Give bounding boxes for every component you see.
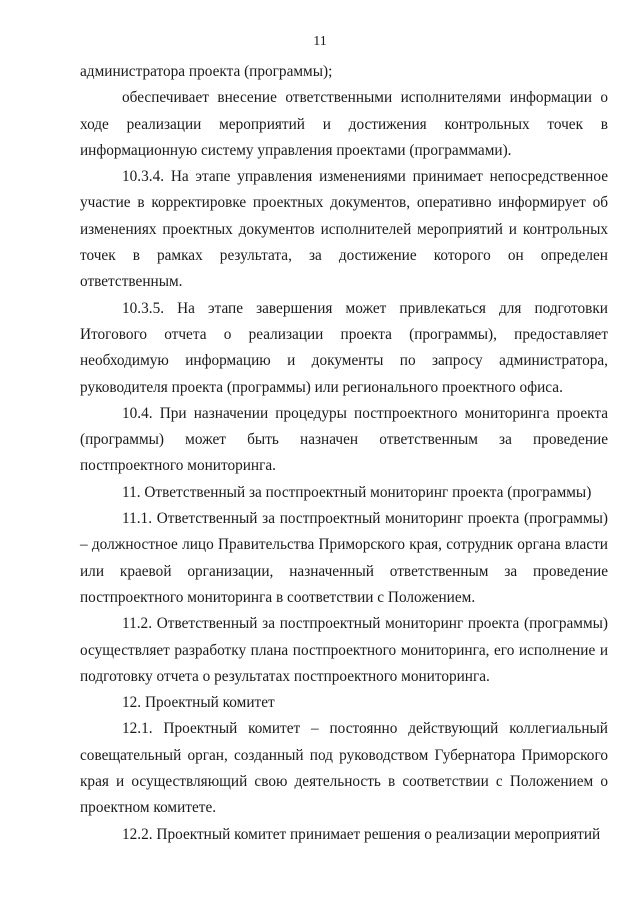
- paragraph-info-input: обеспечивает внесение ответственными исполнителями информации о ходе реализации мероприятий и достижения контрольных точек в информационную систему управления проектами (программами).: [80, 89, 608, 159]
- document-body: [80, 59, 608, 848]
- section-heading-11: 11. Ответственный за постпроектный мониторинг проекта (программы): [122, 483, 592, 501]
- paragraph-12-2: 12.2. Проектный комитет принимает решения о реализации мероприятий: [122, 825, 601, 843]
- paragraph-10-3-5: 10.3.5. На этапе завершения может привлекаться для подготовки Итогового отчета о реализации проекта (программы), предоставляет необходимую информацию и документы по запросу администратора, руководителя проекта (программы) или регионального проектного офиса.: [80, 299, 608, 396]
- section-heading-12: 12. Проектный комитет: [122, 694, 275, 712]
- paragraph-11-1: 11.1. Ответственный за постпроектный мониторинг проекта (программы) – должностное лицо Правительства Приморского края, сотрудник органа власти или краевой организации, назначенный ответственным за проведение постпроектного мониторинга в соответствии с Положением.: [80, 510, 608, 606]
- paragraph-10-4: 10.4. При назначении процедуры постпроектного мониторинга проекта (программы) может быть назначен ответственным за проведение постпроектного мониторинга.: [80, 404, 608, 475]
- paragraph-10-3-4: 10.3.4. На этапе управления изменениями принимает непосредственное участие в корректировке проектных документов, оперативно информирует об изменениях проектных документов исполнителей мероприятий и контрольных точек в рамках результата, за достижение которого он определен ответственным.: [80, 168, 608, 291]
- paragraph-12-1: 12.1. Проектный комитет – постоянно действующий коллегиальный совещательный орган, созданный под руководством Губернатора Приморского края и осуществляющий свою деятельность в соответствии с Положением о проектном комитете.: [80, 720, 608, 817]
- paragraph-admin-project: администратора проекта (программы);: [80, 63, 333, 80]
- paragraph-11-2: 11.2. Ответственный за постпроектный мониторинг проекта (программы) осуществляет разработку плана постпроектного мониторинга, его исполнение и подготовку отчета о результатах постпроектного мониторинга.: [80, 615, 608, 685]
- page-number: 11: [313, 34, 327, 49]
